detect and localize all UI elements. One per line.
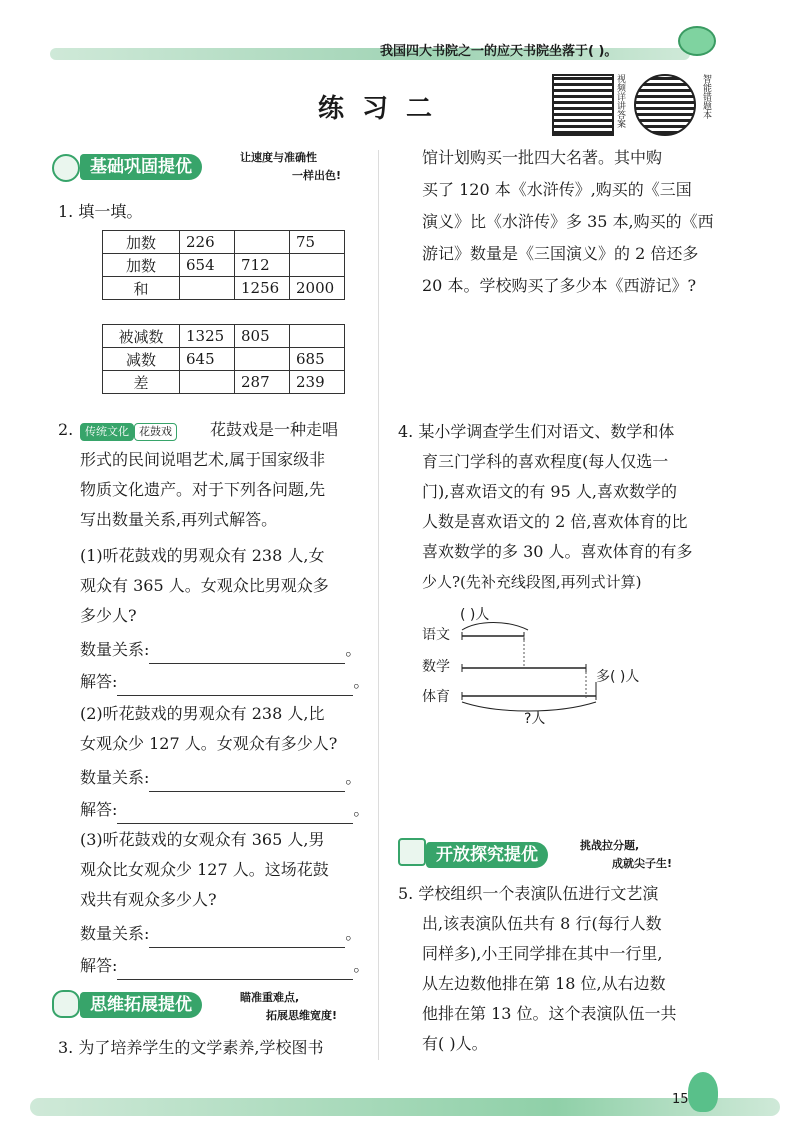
relation-blank[interactable] [149, 929, 345, 948]
q2-part2-relation: 数量关系: 。 [80, 764, 361, 792]
value-cell: 2000 [290, 277, 345, 300]
q5-line-1: 5. 学校组织一个表演队伍进行文艺演 [398, 884, 659, 903]
row-header-cell: 差 [103, 371, 180, 394]
q3-line-5: 游记》数量是《三国演义》的 2 倍还多 [422, 244, 699, 263]
table-row [103, 254, 345, 277]
relation-blank[interactable] [149, 645, 345, 664]
q2-part2-line-2: 女观众少 127 人。女观众有多少人? [80, 734, 338, 753]
value-cell: 712 [235, 254, 290, 277]
section-thinking-title: 思维拓展提优 [80, 992, 202, 1018]
q2-part1-line-3: 多少人? [80, 606, 137, 625]
qr-code-video[interactable] [552, 74, 614, 136]
page-title: 练习二 [318, 94, 451, 124]
addition-table [102, 230, 345, 300]
column-divider [378, 150, 379, 1060]
q3-line-4: 演义》比《水浒传》多 35 本,购买的《西 [422, 212, 714, 231]
q2-intro-line-2: 形式的民间说唱艺术,属于国家级非 [80, 450, 326, 469]
value-cell: 226 [180, 231, 235, 254]
atom-icon [52, 154, 80, 182]
q2-part3-relation: 数量关系: 。 [80, 920, 361, 948]
value-cell: 654 [180, 254, 235, 277]
section-basic-title: 基础巩固提优 [80, 154, 202, 180]
q2-intro-line-3: 物质文化遗产。对于下列各问题,先 [80, 480, 326, 499]
segment-diagram [458, 616, 598, 716]
q3-line-2: 馆计划购买一批四大名著。其中购 [422, 148, 663, 167]
section-open-title: 开放探究提优 [426, 842, 548, 868]
answer-cell[interactable] [235, 348, 290, 371]
value-cell: 1325 [180, 325, 235, 348]
ufo-icon [52, 990, 80, 1018]
row-header-cell: 加数 [103, 231, 180, 254]
question-2-number: 2. [58, 420, 74, 439]
q2-part1-line-2: 观众有 365 人。女观众比男观众多 [80, 576, 329, 595]
value-cell: 239 [290, 371, 345, 394]
q2-part1-answer: 解答: 。 [80, 668, 369, 696]
relation-label: 数量关系: [80, 768, 150, 787]
q3-line-6: 20 本。学校购买了多少本《西游记》? [422, 276, 697, 295]
q2-part1-relation: 数量关系: 。 [80, 636, 361, 664]
table-row [103, 277, 345, 300]
row-header-cell: 被减数 [103, 325, 180, 348]
q2-part3-answer: 解答: 。 [80, 952, 369, 980]
mascot-icon [678, 26, 716, 56]
q4-line-5: 喜欢数学的多 30 人。喜欢体育的有多 [422, 542, 693, 561]
diagram-total-label: ?人 [524, 711, 546, 727]
relation-label: 数量关系: [80, 640, 150, 659]
section-basic-motto-2: 一样出色! [292, 169, 342, 182]
page-number: 15 [672, 1092, 689, 1107]
qr-label-video: 视频详讲答案 [615, 74, 625, 128]
diagram-row-chinese: 语文 [422, 627, 450, 643]
diagram-more-label: 多( )人 [596, 669, 640, 685]
answer-cell[interactable] [290, 325, 345, 348]
q2-intro-line-4: 写出数量关系,再列式解答。 [80, 510, 278, 529]
q2-part2-answer: 解答: 。 [80, 796, 369, 824]
question-1-label: 1. 填一填。 [58, 202, 143, 221]
section-thinking-motto-1: 瞄准重难点, [240, 991, 300, 1004]
q4-line-4: 人数是喜欢语文的 2 倍,喜欢体育的比 [422, 512, 688, 531]
answer-label: 解答: [80, 672, 118, 691]
row-header-cell: 减数 [103, 348, 180, 371]
q4-line-1: 4. 某小学调查学生们对语文、数学和体 [398, 422, 675, 441]
q2-intro-line-1: 花鼓戏是一种走唱 [210, 420, 339, 439]
row-header-cell: 和 [103, 277, 180, 300]
q4-line-2: 育三门学科的喜欢程度(每人仅选一 [422, 452, 669, 471]
answer-blank[interactable] [117, 961, 353, 980]
footer-band [30, 1098, 780, 1116]
header-question: 我国四大书院之一的应天书院坐落于( )。 [380, 44, 618, 59]
diagram-top-label: ( )人 [460, 607, 490, 623]
q2-part1-line-1: (1)听花鼓戏的男观众有 238 人,女 [80, 546, 325, 565]
q5-line-5: 他排在第 13 位。这个表演队伍一共 [422, 1004, 677, 1023]
qr-label-mistakes: 智能错题本 [701, 74, 711, 119]
answer-label: 解答: [80, 800, 118, 819]
diagram-row-pe: 体育 [422, 689, 450, 705]
diagram-row-math: 数学 [422, 659, 450, 675]
table-row [103, 348, 345, 371]
q2-part2-line-1: (2)听花鼓戏的男观众有 238 人,比 [80, 704, 325, 723]
answer-cell[interactable] [235, 231, 290, 254]
table-row [103, 325, 345, 348]
q2-tags [80, 420, 177, 441]
q5-line-6: 有( )人。 [422, 1034, 488, 1053]
subtraction-table [102, 324, 345, 394]
section-open-motto-1: 挑战拉分题, [580, 839, 640, 852]
q3-line-1: 3. 为了培养学生的文学素养,学校图书 [58, 1038, 324, 1057]
satellite-icon [398, 838, 426, 866]
row-header-cell: 加数 [103, 254, 180, 277]
section-basic-motto-1: 让速度与准确性 [240, 151, 317, 164]
value-cell: 685 [290, 348, 345, 371]
answer-label: 解答: [80, 956, 118, 975]
chinese-brace [462, 623, 528, 631]
table-row [103, 231, 345, 254]
q5-line-3: 同样多),小王同学排在其中一行里, [422, 944, 663, 963]
q2-part3-line-1: (3)听花鼓戏的女观众有 365 人,男 [80, 830, 325, 849]
q5-line-4: 从左边数他排在第 18 位,从右边数 [422, 974, 666, 993]
value-cell: 805 [235, 325, 290, 348]
value-cell: 1256 [235, 277, 290, 300]
q4-line-6: 少人?(先补充线段图,再列式计算) [422, 573, 642, 591]
q2-part3-line-2: 观众比女观众少 127 人。这场花鼓 [80, 860, 329, 879]
section-thinking-motto-2: 拓展思维宽度! [266, 1009, 338, 1022]
tag-huagu-opera: 花鼓戏 [134, 423, 177, 441]
answer-cell[interactable] [180, 371, 235, 394]
value-cell: 75 [290, 231, 345, 254]
table-row [103, 371, 345, 394]
tag-traditional-culture: 传统文化 [80, 423, 134, 441]
answer-cell[interactable] [290, 254, 345, 277]
relation-label: 数量关系: [80, 924, 150, 943]
q4-line-3: 门),喜欢语文的有 95 人,喜欢数学的 [422, 482, 677, 501]
section-open-motto-2: 成就尖子生! [612, 857, 673, 870]
answer-blank[interactable] [117, 805, 353, 824]
dolphin-icon [688, 1072, 718, 1112]
q2-part3-line-3: 戏共有观众多少人? [80, 890, 217, 909]
answer-cell[interactable] [180, 277, 235, 300]
q3-line-3: 买了 120 本《水浒传》,购买的《三国 [422, 180, 692, 199]
answer-blank[interactable] [117, 677, 353, 696]
value-cell: 287 [235, 371, 290, 394]
q5-line-2: 出,该表演队伍共有 8 行(每行人数 [422, 914, 662, 933]
qr-code-mistakes[interactable] [634, 74, 696, 136]
value-cell: 645 [180, 348, 235, 371]
relation-blank[interactable] [149, 773, 345, 792]
total-brace [462, 702, 596, 711]
